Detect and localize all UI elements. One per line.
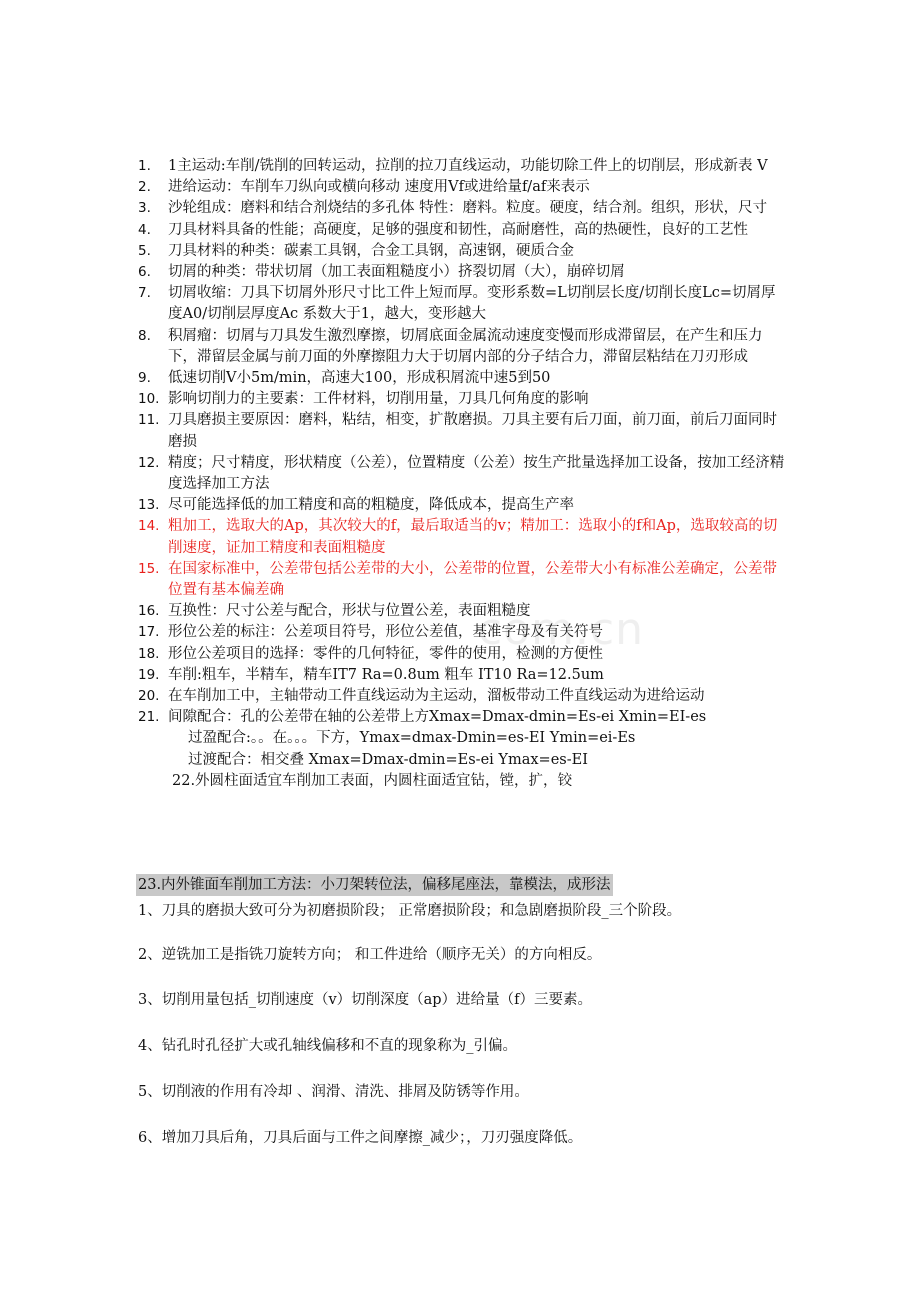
list-text: 在国家标准中，公差带包括公差带的大小，公差带的位置，公差带大小有标准公差确定，公差带位置有基本偏差确 xyxy=(168,560,777,599)
list-item xyxy=(138,156,788,177)
list-text: 形位公差项目的选择：零件的几何特征，零件的使用，检测的方便性 xyxy=(168,645,603,662)
list-number: 9. xyxy=(138,370,151,387)
list-item xyxy=(138,241,788,262)
question-6: 6、增加刀具后角，刀具后面与工件之间摩擦_减少；，刀刃强度降低。 xyxy=(138,1130,583,1146)
list-text: 尽可能选择低的加工精度和高的粗糙度，降低成本，提高生产率 xyxy=(168,497,574,514)
list-text: 间隙配合：孔的公差带在轴的公差带上方Xmax=Dmax-dmin=Es-ei Xmin=EI-es xyxy=(168,709,707,726)
list-text: 刀具磨损主要原因：磨料，粘结，相变，扩散磨损。刀具主要有后刀面，前刀面，前后刀面同时磨损 xyxy=(168,412,777,450)
list-item xyxy=(138,707,788,728)
list-number: 17. xyxy=(138,624,160,641)
list-item xyxy=(138,559,788,601)
list-text: 积屑瘤：切屑与刀具发生激烈摩擦，切屑底面金属流动速度变慢而形成滞留层，在产生和压力下，滞留层金属与前刀面的外摩擦阻力大于切屑内部的分子结合力，滞留层粘结在刀刃形成 xyxy=(168,327,763,365)
list-number: 8. xyxy=(138,327,151,344)
list-number: 15. xyxy=(138,560,160,577)
list-item xyxy=(138,389,788,410)
list-number: 7. xyxy=(138,285,151,302)
list-number: 18. xyxy=(138,645,160,662)
list-item xyxy=(138,326,788,368)
watermark: com.cn xyxy=(478,604,645,655)
list-item xyxy=(138,177,788,198)
question-1: 1、刀具的磨损大致可分为初磨损阶段； 正常磨损阶段；和急剧磨损阶段_三个阶段。 xyxy=(138,903,682,919)
list-number: 13. xyxy=(138,497,160,514)
list-number: 4. xyxy=(138,221,151,238)
list-item xyxy=(138,622,788,643)
list-number: 11. xyxy=(138,412,160,429)
list-number: 3. xyxy=(138,200,151,217)
list-number: 16. xyxy=(138,603,160,620)
list-item xyxy=(138,410,788,452)
list-text: 低速切削V小5m/min，高速大100，形成积屑流中速5到50 xyxy=(168,370,551,387)
list-number: 6. xyxy=(138,264,151,281)
list-item xyxy=(138,644,788,665)
list-text: 车削:粗车，半精车，精车IT7 Ra=0.8um 粗车 IT10 Ra=12.5um xyxy=(168,666,604,683)
list-text: 切屑收缩：刀具下切屑外形尺寸比工件上短而厚。变形系数=L切削层长度/切削长度Lc=切屑厚度A0/切削层厚度Ac 系数大于1，越大，变形越大 xyxy=(168,285,776,323)
list-item xyxy=(138,495,788,516)
question-3: 3、切削用量包括_切削速度（v）切削深度（ap）进给量（f）三要素。 xyxy=(138,992,592,1008)
sub-line: 过渡配合：相交叠 Xmax=Dmax-dmin=Es-ei Ymax=es-EI xyxy=(188,751,588,768)
list-text: 互换性：尺寸公差与配合，形状与位置公差，表面粗糙度 xyxy=(168,603,531,620)
question-2: 2、逆铣加工是指铣刀旋转方向； 和工件进给（顺序无关）的方向相反。 xyxy=(138,947,602,963)
list-number: 14. xyxy=(138,518,160,535)
numbered-list xyxy=(138,156,788,792)
list-text: 刀具材料具备的性能；高硬度，足够的强度和韧性，高耐磨性，高的热硬性，良好的工艺性 xyxy=(168,221,748,238)
list-number: 12. xyxy=(138,454,160,471)
list-line-22: 22.外圆柱面适宜车削加工表面，内圆柱面适宜钻，镗，扩，铰 xyxy=(172,772,573,789)
list-number: 20. xyxy=(138,688,160,705)
list-text: 1主运动:车削/铣削的回转运动，拉削的拉刀直线运动，功能切除工件上的切削层，形成新表 V xyxy=(168,158,768,174)
list-number: 21. xyxy=(138,709,160,726)
list-text: 切屑的种类：带状切屑（加工表面粗糙度小）挤裂切屑（大），崩碎切屑 xyxy=(168,264,625,281)
list-item xyxy=(138,516,788,558)
sub-line: 过盈配合:。。在。。。下方，Ymax=dmax-Dmin=es-EI Ymin=ei-Es xyxy=(188,730,636,747)
list-text: 粗加工，选取大的Ap，其次较大的f，最后取适当的v；精加工：选取小的f和Ap，选取较高的切削速度，证加工精度和表面粗糙度 xyxy=(168,518,778,556)
list-text: 精度；尺寸精度，形状精度（公差），位置精度（公差）按生产批量选择加工设备，按加工经济精度选择加工方法 xyxy=(168,454,785,493)
list-item xyxy=(138,686,788,707)
list-item xyxy=(138,198,788,219)
list-text: 影响切削力的主要素：工件材料，切削用量，刀具几何角度的影响 xyxy=(168,391,589,408)
list-text: 刀具材料的种类：碳素工具钢，合金工具钢，高速钢，硬质合金 xyxy=(168,242,574,259)
highlight: 23.内外锥面车削加工方法：小刀架转位法，偏移尾座法，靠模法，成形法 xyxy=(136,874,613,896)
highlighted-line-23 xyxy=(138,874,838,896)
list-item xyxy=(138,601,788,622)
list-number: 10. xyxy=(138,391,160,408)
list-text: 沙轮组成：磨料和结合剂烧结的多孔体 特性：磨料。粒度。硬度，结合剂。组织，形状，尺寸 xyxy=(168,200,768,217)
question-5: 5、切削液的作用有冷却 、润滑、清洗、排屑及防锈等作用。 xyxy=(138,1084,529,1100)
list-item xyxy=(138,665,788,686)
list-text: 进给运动：车削车刀纵向或横向移动 速度用Vf或进给量f/af来表示 xyxy=(168,179,590,196)
list-number: 5. xyxy=(138,242,151,259)
list-number: 2. xyxy=(138,179,151,196)
question-4: 4、钻孔时孔径扩大或孔轴线偏移和不直的现象称为_引偏。 xyxy=(138,1038,517,1054)
list-text: 形位公差的标注：公差项目符号，形位公差值，基准字母及有关符号 xyxy=(168,624,603,641)
list-number: 1. xyxy=(138,158,151,174)
list-item xyxy=(138,453,788,495)
list-item xyxy=(138,220,788,241)
list-item xyxy=(138,262,788,283)
list-item xyxy=(138,368,788,389)
list-number: 19. xyxy=(138,666,160,683)
list-text: 在车削加工中，主轴带动工件直线运动为主运动，溜板带动工件直线运动为进给运动 xyxy=(168,688,705,705)
list-item xyxy=(138,283,788,325)
